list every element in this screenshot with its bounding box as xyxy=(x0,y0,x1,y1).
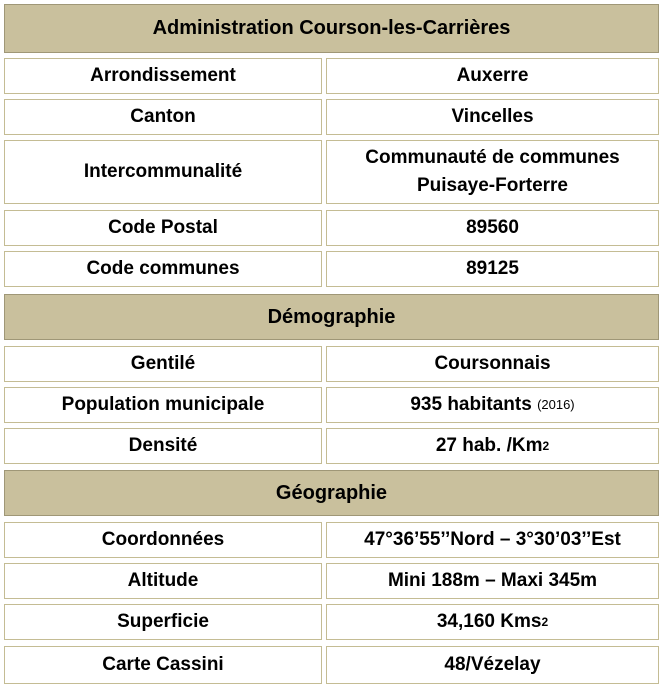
value-text: 34,160 Kms xyxy=(436,611,542,633)
row-label-code-postal xyxy=(4,210,322,246)
row-value-carte-cassini xyxy=(326,646,659,684)
row-label-altitude xyxy=(4,563,322,599)
value-text: Auxerre xyxy=(456,65,529,87)
value-text: Vincelles xyxy=(451,106,534,128)
row-label-superficie xyxy=(4,604,322,640)
value-text: 935 habitants xyxy=(410,394,532,416)
label-text: Arrondissement xyxy=(90,65,236,87)
label-text: Densité xyxy=(128,435,198,457)
row-label-canton xyxy=(4,99,322,135)
row-value-altitude xyxy=(326,563,659,599)
value-text: 27 hab. /Km xyxy=(435,435,543,457)
label-text: Superficie xyxy=(117,611,209,633)
value-text: 89560 xyxy=(466,217,519,239)
row-label-coordonnees xyxy=(4,522,322,558)
section-header-demographie xyxy=(4,294,659,340)
row-label-intercommunalite xyxy=(4,140,322,204)
row-value-gentile xyxy=(326,346,659,382)
label-text: Canton xyxy=(130,106,196,128)
row-label-carte-cassini xyxy=(4,646,322,684)
label-text: Code Postal xyxy=(108,217,218,239)
label-text: Coordonnées xyxy=(101,529,225,551)
row-value-code-communes xyxy=(326,251,659,287)
row-value-population xyxy=(326,387,659,423)
row-value-arrondissement xyxy=(326,58,659,94)
year-note: (2016) xyxy=(537,396,575,412)
section-header-administration xyxy=(4,4,659,53)
row-value-superficie: 34,160 Kms 2 xyxy=(326,604,659,640)
row-label-densite xyxy=(4,428,322,464)
label-text: Intercommunalité xyxy=(83,161,243,183)
value-text-line1: Communauté de communes xyxy=(365,147,620,169)
value-text: Coursonnais xyxy=(434,353,551,375)
label-text: Population municipale xyxy=(61,394,265,416)
label-text: Altitude xyxy=(127,570,199,592)
section-title: Administration Courson-les-Carrières xyxy=(152,17,511,39)
label-text: Code communes xyxy=(86,258,240,280)
row-label-population xyxy=(4,387,322,423)
row-value-densite: 27 hab. /Km 2 xyxy=(326,428,659,464)
row-label-gentile xyxy=(4,346,322,382)
value-text: 48/Vézelay xyxy=(444,654,541,676)
value-text: Mini 188m – Maxi 345m xyxy=(387,570,598,592)
row-value-canton xyxy=(326,99,659,135)
value-text: 89125 xyxy=(466,258,519,280)
value-text-line2: Puisaye-Forterre xyxy=(416,175,568,196)
label-text: Gentilé xyxy=(130,353,196,375)
row-label-code-communes xyxy=(4,251,322,287)
section-header-geographie xyxy=(4,470,659,516)
row-value-intercommunalite xyxy=(326,140,659,204)
section-title: Démographie xyxy=(267,305,396,328)
row-value-coordonnees xyxy=(326,522,659,558)
value-text: 47°36’55’’Nord – 3°30’03’’Est xyxy=(364,529,621,551)
label-text: Carte Cassini xyxy=(102,654,224,676)
row-value-code-postal xyxy=(326,210,659,246)
section-title: Géographie xyxy=(275,481,388,504)
row-label-arrondissement xyxy=(4,58,322,94)
